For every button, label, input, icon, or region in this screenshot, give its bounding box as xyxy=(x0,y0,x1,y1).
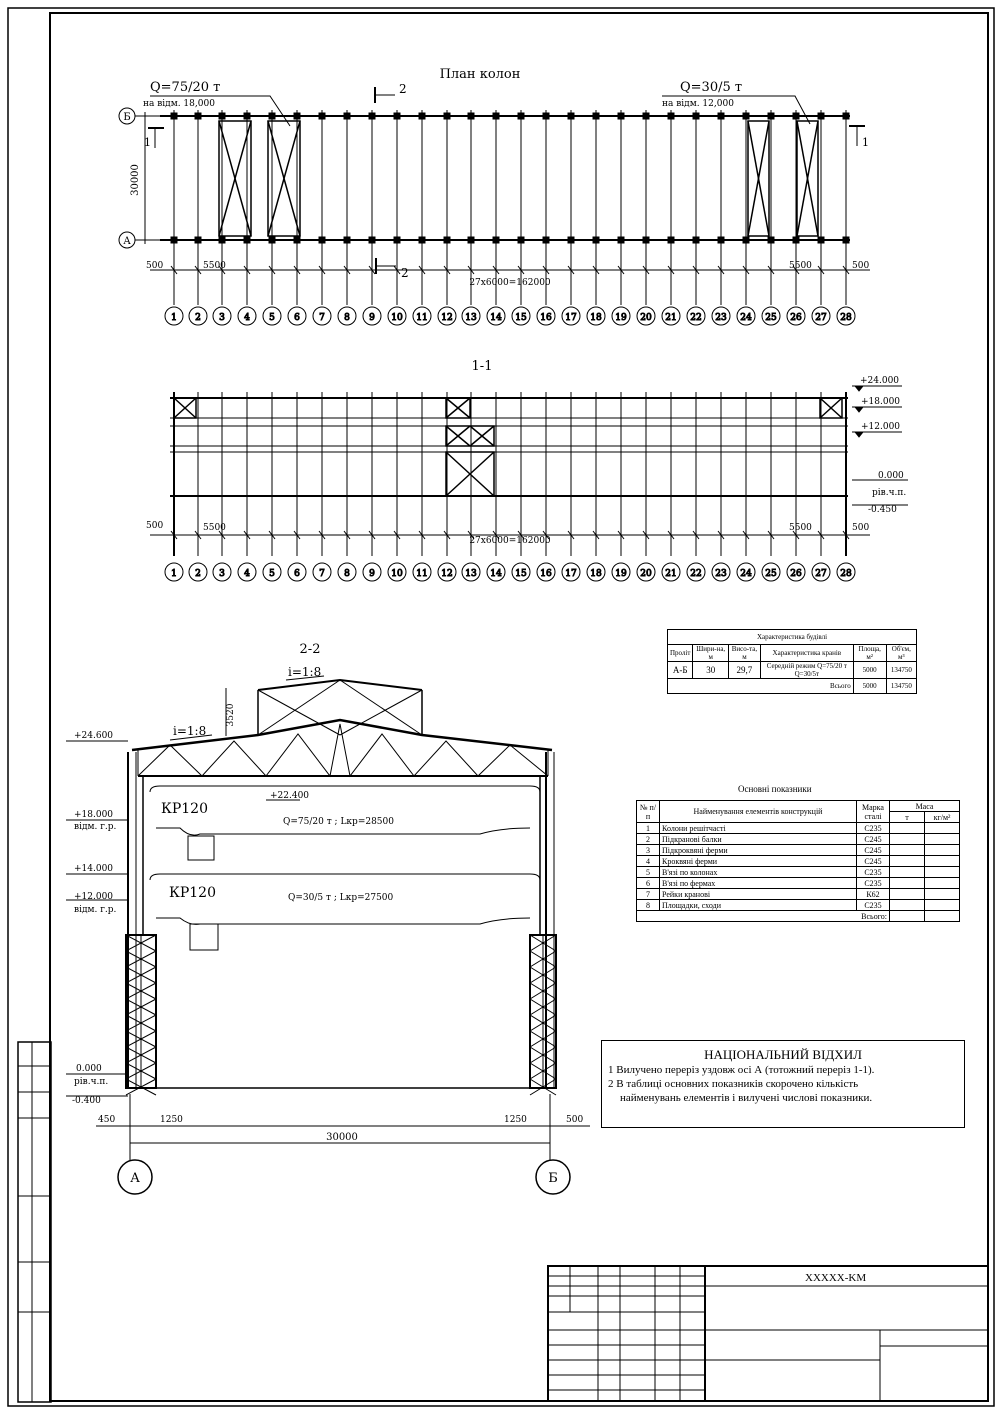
ind-num: 8 xyxy=(637,900,660,911)
sec11-axis-number: 21 xyxy=(665,569,677,579)
ind-name: Підкранові балки xyxy=(660,834,857,845)
sec11-dim-5500-right: 5500 xyxy=(789,523,812,533)
plan-axis-number: 23 xyxy=(715,313,727,323)
ind-mass xyxy=(925,889,960,900)
sec11-axis-number: 1 xyxy=(171,569,177,579)
sec22-lvl-0-sub: рів.ч.п. xyxy=(74,1077,109,1087)
plan-axis-number: 19 xyxy=(615,313,627,323)
sec22-lvl-18: +18.000 xyxy=(74,810,114,820)
ind-mass xyxy=(925,856,960,867)
ind-steel: С245 xyxy=(857,856,890,867)
plan-axis-b: Б xyxy=(123,112,131,123)
ind-total-kg xyxy=(925,911,960,922)
bt-header: Проліт xyxy=(668,645,693,662)
indicators-table xyxy=(636,800,960,922)
plan-title: План колон xyxy=(439,67,521,82)
deviation-line2b: найменувань елементів і вилучені числові показники. xyxy=(620,1092,873,1104)
ind-num: 1 xyxy=(637,823,660,834)
ind-mass xyxy=(925,823,960,834)
plan-axis-number: 22 xyxy=(690,313,702,323)
indicator-row xyxy=(637,823,960,834)
section22-levels xyxy=(66,741,300,1096)
bt-header: Шири-на, м xyxy=(693,645,728,662)
bt-cell: 134750 xyxy=(886,662,916,679)
ind-name: В'язі по колонах xyxy=(660,867,857,878)
plan-axis-number: 17 xyxy=(565,313,577,323)
plan-axis-number: 13 xyxy=(465,313,477,323)
sec22-axis-a: А xyxy=(130,1171,140,1186)
sec11-axis-number: 6 xyxy=(294,569,300,579)
indicator-row xyxy=(637,845,960,856)
sec11-axis-number: 26 xyxy=(790,569,802,579)
sec11-dim-5500-left: 5500 xyxy=(203,523,226,533)
sec11-axis-number: 3 xyxy=(219,569,225,579)
plan-dim-500-left: 500 xyxy=(146,261,164,271)
bt-cell: А-Б xyxy=(668,662,693,679)
indicators-title: Основні показники xyxy=(738,784,812,794)
sec22-slope-roof: i=1:8 xyxy=(173,724,207,738)
crane-right-label: Q=30/5 т xyxy=(680,80,743,95)
national-deviation-note xyxy=(601,1040,965,1128)
crane-left-label: Q=75/20 т xyxy=(150,80,221,95)
ind-name: Рейки кранові xyxy=(660,889,857,900)
plan-section2-bottom: 2 xyxy=(401,266,409,280)
indicator-row xyxy=(637,867,960,878)
plan-axis-number: 2 xyxy=(195,313,201,323)
sec22-lvl-18-sub: відм. г.р. xyxy=(74,822,117,832)
bt-total-label: Всього xyxy=(668,679,854,694)
bt-cell: 29,7 xyxy=(728,662,760,679)
ind-name: Підкроквяні ферми xyxy=(660,845,857,856)
plan-axis-number: 28 xyxy=(840,313,852,323)
plan-axis-number: 11 xyxy=(416,313,428,323)
plan-axis-number: 10 xyxy=(391,313,403,323)
bt-total-area: 5000 xyxy=(853,679,886,694)
plan-width-dim: 30000 xyxy=(130,164,141,196)
title-block xyxy=(548,1266,988,1401)
ind-name: Кроквяні ферми xyxy=(660,856,857,867)
sec11-axis-number: 16 xyxy=(540,569,552,579)
plan-axis-number: 15 xyxy=(515,313,527,323)
ind-mass xyxy=(890,878,925,889)
bt-header: Висо-та, м xyxy=(728,645,760,662)
ind-name: В'язі по фермах xyxy=(660,878,857,889)
sec11-axis-number: 19 xyxy=(615,569,627,579)
sec11-axis-number: 22 xyxy=(690,569,702,579)
sec22-dim-1250-l: 1250 xyxy=(160,1115,183,1125)
indicator-row xyxy=(637,889,960,900)
plan-axis-number: 20 xyxy=(640,313,652,323)
ind-steel: С235 xyxy=(857,867,890,878)
ind-header-mass-kg: кг/м² xyxy=(925,812,960,823)
sec11-axis-number: 28 xyxy=(840,569,852,579)
indicator-row xyxy=(637,856,960,867)
ind-header-name: Найменування елементів конструкцій xyxy=(660,801,857,823)
sec22-dim-500: 500 xyxy=(566,1115,584,1125)
sec11-axis-number: 17 xyxy=(565,569,577,579)
sec11-dim-500-right: 500 xyxy=(852,523,870,533)
ind-header-mass: Маса xyxy=(890,801,960,812)
indicator-row xyxy=(637,834,960,845)
sec11-lvl-m045: -0.450 xyxy=(868,505,897,515)
plan-section1-left: 1 xyxy=(144,136,151,149)
ind-mass xyxy=(890,845,925,856)
ind-header-steel: Марка сталі xyxy=(857,801,890,823)
plan-axis-number: 9 xyxy=(369,313,375,323)
ind-name: Площадки, сходи xyxy=(660,900,857,911)
plan-section2-top: 2 xyxy=(399,82,407,96)
sec11-dim-500-left: 500 xyxy=(146,521,164,531)
plan-section1-right: 1 xyxy=(862,136,869,149)
sec22-dim-span: 30000 xyxy=(326,1132,358,1143)
sec22-lvl-12: +12.000 xyxy=(74,892,114,902)
indicator-row xyxy=(637,878,960,889)
building-characteristics-table xyxy=(667,629,917,694)
sec11-axis-number: 5 xyxy=(269,569,275,579)
plan-axis-number: 26 xyxy=(790,313,802,323)
deviation-title: НАЦІОНАЛЬНИЙ ВІДХИЛ xyxy=(704,1047,862,1062)
plan-axis-number: 18 xyxy=(590,313,602,323)
ind-steel: С235 xyxy=(857,900,890,911)
ind-mass xyxy=(925,867,960,878)
side-stamp xyxy=(18,1042,51,1402)
sec11-axis-number: 11 xyxy=(416,569,428,579)
sec22-rail-lower: КР120 xyxy=(169,885,216,901)
sec11-axis-number: 18 xyxy=(590,569,602,579)
sec22-lvl-246: +24.600 xyxy=(74,731,114,741)
indicator-row xyxy=(637,900,960,911)
sec11-axis-number: 7 xyxy=(319,569,325,579)
ind-steel: С245 xyxy=(857,845,890,856)
plan-axis-number: 8 xyxy=(344,313,350,323)
ind-total-label: Всього: xyxy=(637,911,890,922)
plan-axis-number: 27 xyxy=(815,313,827,323)
sec11-axis-number: 24 xyxy=(740,569,752,579)
bt-cell: 30 xyxy=(693,662,728,679)
plan-axis-number: 21 xyxy=(665,313,677,323)
ind-steel: С235 xyxy=(857,823,890,834)
sec22-lvl-224: +22.400 xyxy=(270,791,310,801)
sec22-lvl-14: +14.000 xyxy=(74,864,114,874)
sec11-dim-total: 27x6000=162000 xyxy=(469,536,551,546)
ind-steel: С245 xyxy=(857,834,890,845)
plan-axis-number: 12 xyxy=(441,313,453,323)
ind-mass xyxy=(925,834,960,845)
sec11-lvl-0-sub: рів.ч.п. xyxy=(872,488,907,498)
building-table-title: Характеристика будівлі xyxy=(668,630,917,645)
sec22-lantern-h: 3520 xyxy=(226,703,236,727)
drawing-frame xyxy=(50,13,988,1401)
sec11-axis-number: 20 xyxy=(640,569,652,579)
sec11-axis-number: 8 xyxy=(344,569,350,579)
section11-frame xyxy=(165,392,855,581)
sec22-crane-upper: Q=75/20 т ; Lкр=28500 xyxy=(283,817,394,827)
plan-axis-number: 6 xyxy=(294,313,300,323)
ind-header-mass-t: т xyxy=(890,812,925,823)
sec22-axis-b: Б xyxy=(548,1171,558,1186)
bt-cell: 5000 xyxy=(853,662,886,679)
sec11-axis-number: 25 xyxy=(765,569,777,579)
sec22-dim-1250-r: 1250 xyxy=(504,1115,527,1125)
ind-num: 6 xyxy=(637,878,660,889)
ind-header-num: № п/п xyxy=(637,801,660,823)
sec22-slope-top: i=1:8 xyxy=(288,665,322,679)
ind-total-t xyxy=(890,911,925,922)
bt-cell: Середній режим Q=75/20 т Q=30/5т xyxy=(760,662,853,679)
plan-axis-number: 7 xyxy=(319,313,325,323)
plan-axis-number: 14 xyxy=(490,313,502,323)
sec11-lvl-18: +18.000 xyxy=(861,397,901,407)
plan-axis-number: 5 xyxy=(269,313,275,323)
ind-name: Колони решітчасті xyxy=(660,823,857,834)
section22-title: 2-2 xyxy=(299,642,321,657)
plan-dim-total: 27x6000=162000 xyxy=(469,278,551,288)
ind-mass xyxy=(890,834,925,845)
plan-axis-a: А xyxy=(123,236,131,247)
ind-mass xyxy=(890,867,925,878)
sec22-lvl-12-sub: відм. г.р. xyxy=(74,905,117,915)
sec11-axis-number: 4 xyxy=(244,569,250,579)
sec11-lvl-0: 0.000 xyxy=(878,471,904,481)
sec11-lvl-12: +12.000 xyxy=(861,422,901,432)
sec11-axis-number: 15 xyxy=(515,569,527,579)
plan-axis-number: 16 xyxy=(540,313,552,323)
ind-steel: С235 xyxy=(857,878,890,889)
ind-num: 5 xyxy=(637,867,660,878)
sec22-rail-upper: КР120 xyxy=(161,801,208,817)
deviation-line1: 1 Вилучено переріз уздовж осі А (тотожний переріз 1-1). xyxy=(608,1064,875,1076)
column-lattice xyxy=(126,935,556,1095)
ind-mass xyxy=(925,845,960,856)
ind-num: 7 xyxy=(637,889,660,900)
ind-mass xyxy=(890,823,925,834)
sec11-axis-number: 2 xyxy=(195,569,201,579)
section11-title: 1-1 xyxy=(471,359,493,374)
ind-num: 4 xyxy=(637,856,660,867)
sec22-lvl-0: 0.000 xyxy=(76,1064,102,1074)
section11-bracing xyxy=(174,398,842,496)
crane-boxes-plan xyxy=(219,121,818,236)
plan-axis-number: 1 xyxy=(171,313,177,323)
bt-header: Характеристика кранів xyxy=(760,645,853,662)
plan-axis-number: 25 xyxy=(765,313,777,323)
sec11-axis-number: 10 xyxy=(391,569,403,579)
ind-mass xyxy=(925,878,960,889)
ind-num: 2 xyxy=(637,834,660,845)
ind-mass xyxy=(925,900,960,911)
bt-header: Об'єм, м³ xyxy=(886,645,916,662)
sec22-dim-450: 450 xyxy=(98,1115,116,1125)
sec11-axis-number: 14 xyxy=(490,569,502,579)
ind-mass xyxy=(890,889,925,900)
sec11-axis-number: 27 xyxy=(815,569,827,579)
bt-header: Площа, м² xyxy=(853,645,886,662)
sec11-axis-number: 23 xyxy=(715,569,727,579)
ind-num: 3 xyxy=(637,845,660,856)
ind-mass xyxy=(890,900,925,911)
plan-axis-number: 4 xyxy=(244,313,250,323)
bt-total-volume: 134750 xyxy=(886,679,916,694)
crane-right-level: на відм. 12,000 xyxy=(662,99,734,109)
section22-frame xyxy=(126,680,556,1088)
sec22-crane-lower: Q=30/5 т ; Lкр=27500 xyxy=(288,893,394,903)
crane-left-level: на відм. 18,000 xyxy=(143,99,215,109)
drawing-code: XXXXX-KM xyxy=(805,1272,867,1284)
sec11-lvl-24: +24.000 xyxy=(860,376,900,386)
ind-steel: К62 xyxy=(857,889,890,900)
sec11-axis-number: 9 xyxy=(369,569,375,579)
plan-axis-number: 24 xyxy=(740,313,752,323)
sec11-axis-number: 12 xyxy=(441,569,453,579)
sec11-axis-number: 13 xyxy=(465,569,477,579)
plan-dim-5500-left: 5500 xyxy=(203,261,226,271)
plan-dim-500-right: 500 xyxy=(852,261,870,271)
plan-dim-5500-right: 5500 xyxy=(789,261,812,271)
plan-axis-number: 3 xyxy=(219,313,225,323)
sec22-lvl-m04: -0.400 xyxy=(72,1096,101,1106)
ind-mass xyxy=(890,856,925,867)
deviation-line2a: 2 В таблиці основних показників скорочено кількість xyxy=(608,1078,859,1090)
